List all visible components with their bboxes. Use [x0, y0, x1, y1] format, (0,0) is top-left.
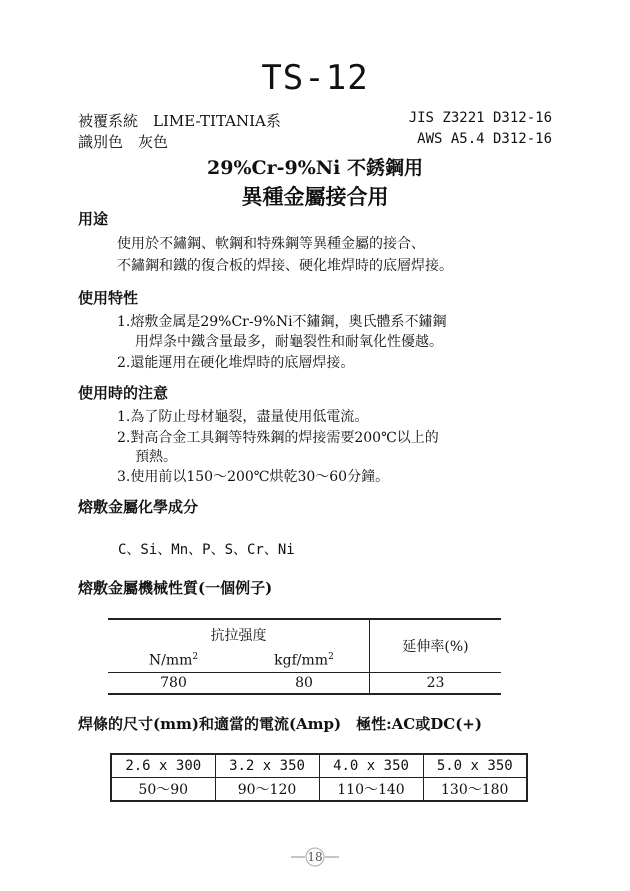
feature-line: 用焊条中鐵含量最多，耐龜裂性和耐氧化性優越。: [135, 334, 443, 350]
tensile-n-value: 780: [108, 673, 239, 695]
size-cell: 5.0 x 350: [423, 754, 527, 778]
current-cell: 110～140: [319, 778, 423, 802]
chem-heading: 熔敷金屬化學成分: [78, 498, 199, 516]
usage-heading: 用途: [78, 210, 109, 228]
unit-n-mm2: $N/mm^2$: [148, 651, 199, 669]
tensile-strength-header: 抗拉强度: [108, 619, 370, 648]
feature-line: 1.熔敷金属是29%Cr-9%Ni不鏽鋼，奧氏體系不鏽鋼: [117, 314, 447, 330]
product-code-title: TS-12: [261, 58, 369, 98]
unit-kgf-mm2: kgf/$mm^2$: [274, 651, 334, 669]
sizes-heading: 焊條的尺寸(mm)和適當的電流(Amp) 極性:AC或DC(+): [78, 715, 482, 733]
note-line: 2.對高合金工具鋼等特殊鋼的焊接需要200℃以上的: [117, 430, 439, 446]
current-cell: 50～90: [111, 778, 215, 802]
usage-line: 不鏽鋼和鐵的復合板的焊接、硬化堆焊時的底層焊接。: [117, 258, 453, 274]
mech-heading: 熔敷金屬機械性質(一個例子): [78, 579, 273, 597]
jis-standard: JIS Z3221 D312-16: [408, 110, 552, 126]
size-cell: 4.0 x 350: [319, 754, 423, 778]
note-line: 1.為了防止母材龜裂，盡量使用低電流。: [117, 409, 369, 425]
features-heading: 使用特性: [78, 289, 139, 307]
size-cell: 2.6 x 300: [111, 754, 215, 778]
usage-line: 使用於不鏽鋼、軟鋼和特殊鋼等異種金屬的接合、: [117, 236, 425, 252]
subtitle-alloy: 29%Cr-9%Ni 不銹鋼用: [207, 157, 423, 179]
table-row: [111, 754, 527, 778]
elongation-value: 23: [370, 673, 502, 695]
note-line: 預熱。: [135, 449, 177, 465]
note-line: 3.使用前以150～200℃烘乾30～60分鐘。: [117, 469, 390, 485]
table-row: [111, 778, 527, 802]
coating-system: 被覆系統 LIME-TITANIA系: [78, 112, 281, 130]
elongation-header: 延伸率(%): [370, 619, 502, 673]
page-number: 18: [307, 850, 323, 864]
current-cell: 90～120: [215, 778, 319, 802]
size-current-table: [110, 753, 528, 802]
aws-standard: AWS A5.4 D312-16: [417, 131, 552, 147]
size-cell: 3.2 x 350: [215, 754, 319, 778]
feature-line: 2.還能運用在硬化堆焊時的底層焊接。: [117, 355, 355, 371]
chem-elements: C、Si、Mn、P、S、Cr、Ni: [118, 542, 295, 558]
subtitle-application: 異種金屬接合用: [241, 184, 389, 209]
current-cell: 130～180: [423, 778, 527, 802]
tensile-kgf-value: 80: [239, 673, 370, 695]
identification-color: 識別色 灰色: [78, 133, 169, 151]
notes-heading: 使用時的注意: [78, 384, 169, 402]
mechanical-properties-table: [108, 618, 501, 695]
